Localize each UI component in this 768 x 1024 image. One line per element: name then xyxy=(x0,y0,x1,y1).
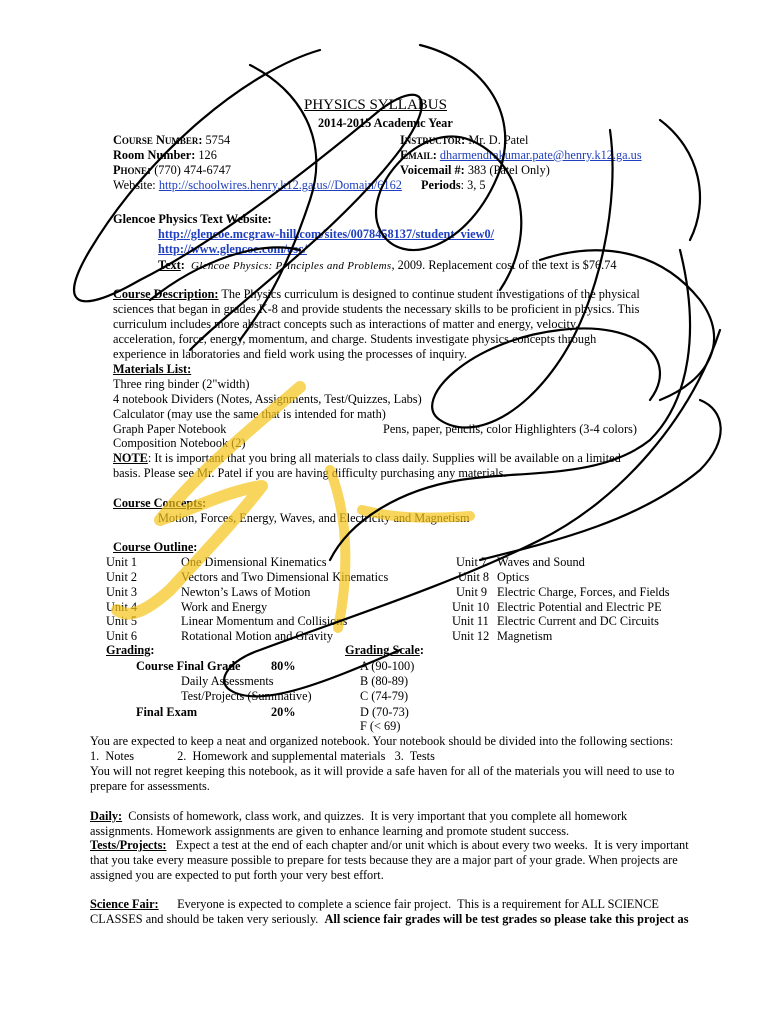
periods-row xyxy=(421,178,486,193)
materials-item: Three ring binder (2"width) xyxy=(113,377,250,391)
grading-scale-item: F (< 69) xyxy=(360,719,401,733)
materials-note-line-2: basis. Please see Mr. Patel if you are having difficulty purchasing any materials. xyxy=(113,466,507,480)
science-fair-line-1 xyxy=(90,897,659,912)
grading-scale-heading xyxy=(345,643,424,658)
text-website-label: Glencoe Physics Text Website: xyxy=(113,212,272,226)
room-row xyxy=(113,148,217,163)
grading-heading xyxy=(106,643,155,658)
room-number: 126 xyxy=(198,148,217,162)
pen-scribble xyxy=(660,120,700,240)
final-exam-percent: 20% xyxy=(271,705,296,719)
outline-unit-number: Unit 2 xyxy=(106,570,138,584)
outline-unit-topic: One Dimensional Kinematics xyxy=(181,555,327,569)
voicemail-number: 383 (Patel Only) xyxy=(467,163,550,177)
course-description-line-3: curriculum includes more abstract concepts such as interactions of matter and energy, velocity, xyxy=(113,317,579,331)
academic-year: 2014-2015 Academic Year xyxy=(318,116,453,130)
email-label: Email: xyxy=(400,148,437,162)
outline-unit-number: Unit 6 xyxy=(106,629,138,643)
textbook-row xyxy=(158,258,617,274)
daily-text-1: Consists of homework, class work, and quizzes. It is very important that you complete all homework xyxy=(122,809,628,823)
course-final-grade-label: Course Final Grade xyxy=(136,659,241,673)
course-concepts-heading xyxy=(113,496,206,511)
grading-label: Grading xyxy=(106,643,151,657)
outline-unit-number: Unit 12 xyxy=(452,629,490,643)
course-description-text-1: The Physics curriculum is designed to continue student investigations of the physical xyxy=(218,287,640,301)
note-text-1: : It is important that you bring all materials to class daily. Supplies will be available on a limited xyxy=(147,451,621,465)
page-title: PHYSICS SYLLABUS xyxy=(304,97,447,113)
periods-label: Periods xyxy=(421,178,461,192)
outline-unit-number: Unit 8 xyxy=(458,570,490,584)
outline-unit-number: Unit 3 xyxy=(106,585,138,599)
course-description-label: Course Description: xyxy=(113,287,219,301)
website-link[interactable]: http://schoolwires.henry.k12.ga.us//Domain/6162 xyxy=(158,178,402,192)
science-fair-label: Science Fair: xyxy=(90,897,159,911)
instructor-row xyxy=(400,133,528,148)
course-description-line-5: experience in laboratories and field work using the processes of inquiry. xyxy=(113,347,467,361)
instructor-label: Instructor: xyxy=(400,133,466,147)
daily-assessments-label: Daily Assessments xyxy=(181,674,274,688)
materials-pens: Pens, paper, pencils, color Highlighters (3-4 colors) xyxy=(383,422,637,436)
voicemail-row xyxy=(400,163,550,178)
course-outline-label: Course Outline xyxy=(113,540,194,554)
note-label: NOTE xyxy=(113,451,148,465)
outline-unit-topic: Work and Energy xyxy=(181,600,268,614)
course-description-line-1 xyxy=(113,287,640,302)
textbook-title: Glencoe Physics: Principles and Problems xyxy=(191,260,392,272)
outline-unit-topic: Vectors and Two Dimensional Kinematics xyxy=(181,570,389,584)
grading-colon: : xyxy=(150,643,155,657)
grading-scale-item: C (74-79) xyxy=(360,689,409,703)
text-website-link-1[interactable]: http://glencoe.mcgraw-hill.com/sites/0078458137/student_view0/ xyxy=(158,227,495,241)
tests-projects-line-2: that you take every measure possible to prepare for tests because they are a major part of your grade. When projects are xyxy=(90,853,678,867)
materials-item: 4 notebook Dividers (Notes, Assignments, Test/Quizzes, Labs) xyxy=(113,392,422,406)
outline-unit-number: Unit 10 xyxy=(452,600,490,614)
science-fair-text-2: CLASSES and should be taken very seriously. xyxy=(90,912,325,926)
materials-label: Materials List: xyxy=(113,362,192,376)
outline-unit-topic: Linear Momentum and Collisions xyxy=(181,614,348,628)
outline-unit-number: Unit 9 xyxy=(456,585,488,599)
text-website-link-2[interactable]: http://www.glencoe.com/osc/ xyxy=(158,242,307,256)
outline-unit-topic: Rotational Motion and Gravity xyxy=(181,629,333,643)
highlighter-stroke xyxy=(330,470,345,628)
outline-unit-topic: Waves and Sound xyxy=(497,555,585,569)
website-label: Website: xyxy=(113,178,156,192)
science-fair-text-2-bold: All science fair grades will be test grades so please take this project as xyxy=(324,912,689,926)
course-concepts-label: Course Concepts xyxy=(113,496,203,510)
outline-unit-topic: Magnetism xyxy=(497,629,553,643)
website-row xyxy=(113,178,402,193)
phone-label: Phone: xyxy=(113,163,152,177)
outline-unit-number: Unit 4 xyxy=(106,600,138,614)
daily-label: Daily: xyxy=(90,809,123,823)
tests-projects-label: Tests/Projects: xyxy=(90,838,167,852)
outline-unit-topic: Electric Current and DC Circuits xyxy=(497,614,659,628)
grading-scale-colon: : xyxy=(419,643,424,657)
final-exam-label: Final Exam xyxy=(136,705,198,719)
textbook-cost: , 2009. Replacement cost of the text is $76.74 xyxy=(391,258,617,272)
outline-unit-topic: Newton’s Laws of Motion xyxy=(181,585,311,599)
outline-unit-number: Unit 11 xyxy=(452,614,489,628)
course-description-line-2: sciences that began in grades K-8 and provide students the necessary skills to be proficient in physics. This xyxy=(113,302,640,316)
course-number-label: Course Number: xyxy=(113,133,203,147)
materials-item: Graph Paper Notebook xyxy=(113,422,227,436)
outline-unit-number: Unit 1 xyxy=(106,555,138,569)
notebook-line-4: prepare for assessments. xyxy=(90,779,210,793)
tests-projects-text-1: Expect a test at the end of each chapter and/or unit which is about every two weeks. It is very important xyxy=(166,838,689,852)
science-fair-line-2 xyxy=(90,912,689,927)
phone-number: (770) 474-6747 xyxy=(154,163,232,177)
materials-item: Composition Notebook (2) xyxy=(113,436,246,450)
notebook-line-1: You are expected to keep a neat and organized notebook. Your notebook should be divided into the following sections: xyxy=(90,734,674,748)
materials-item: Calculator (may use the same that is intended for math) xyxy=(113,407,386,421)
daily-line-2: assignments. Homework assignments are given to enhance learning and promote student success. xyxy=(90,824,570,838)
daily-line-1 xyxy=(90,809,627,824)
grading-scale-item: D (70-73) xyxy=(360,705,409,719)
outline-unit-topic: Optics xyxy=(497,570,530,584)
email-row xyxy=(400,148,642,163)
course-concepts-colon: : xyxy=(202,496,207,510)
materials-note-line-1 xyxy=(113,451,621,466)
science-fair-text-1: Everyone is expected to complete a science fair project. This is a requirement for ALL SCIENCE xyxy=(158,897,659,911)
outline-unit-number: Unit 7 xyxy=(456,555,488,569)
course-description-line-4: acceleration, force, energy, momentum, and charge. Students investigate physics concepts through xyxy=(113,332,597,346)
course-number: 5754 xyxy=(205,133,231,147)
tests-projects-line-1 xyxy=(90,838,689,853)
outline-unit-topic: Electric Charge, Forces, and Fields xyxy=(497,585,670,599)
room-label: Room Number: xyxy=(113,148,196,162)
course-concepts-text: Motion, Forces, Energy, Waves, and Electricity and Magnetism xyxy=(158,511,470,525)
course-outline-heading xyxy=(113,540,197,555)
course-outline-colon: : xyxy=(193,540,198,554)
notebook-line-3: You will not regret keeping this notebook, as it will provide a safe haven for all of the materials you will need to use to xyxy=(90,764,675,778)
course-number-row xyxy=(113,133,230,148)
periods-value: : 3, 5 xyxy=(460,178,486,192)
notebook-line-2: 1. Notes 2. Homework and supplemental materials 3. Tests xyxy=(90,749,435,763)
text-colon: : xyxy=(180,258,185,272)
tests-projects-line-3: assigned you are expected to put forth your very best effort. xyxy=(90,868,384,882)
instructor-name: Mr. D. Patel xyxy=(468,133,529,147)
outline-unit-topic: Electric Potential and Electric PE xyxy=(497,600,662,614)
voicemail-label: Voicemail #: xyxy=(400,163,465,177)
text-label: Text xyxy=(158,258,181,272)
grading-scale-item: B (80-89) xyxy=(360,674,409,688)
phone-row xyxy=(113,163,231,178)
grading-scale-item: A (90-100) xyxy=(360,659,415,673)
grading-scale-label: Grading Scale xyxy=(345,643,420,657)
course-final-grade-percent: 80% xyxy=(271,659,296,673)
email-link[interactable]: dharmendrakumar.pate@henry.k12.ga.us xyxy=(439,148,642,162)
test-projects-label: Test/Projects (Summative) xyxy=(181,689,312,703)
outline-unit-number: Unit 5 xyxy=(106,614,138,628)
